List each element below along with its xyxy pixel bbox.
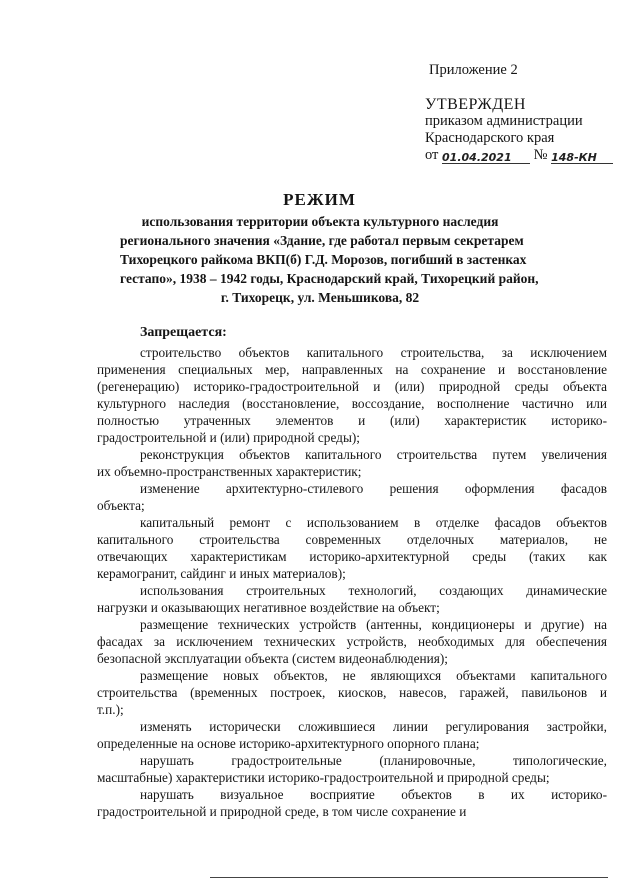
subtitle-line: Тихорецкого райкома ВКП(б) Г.Д. Морозов, погибший в застенках	[120, 252, 527, 267]
paragraph-line: капитальный ремонт с использованием в отделке фасадов объектов	[140, 515, 607, 530]
date-field	[442, 149, 530, 164]
paragraph-line: применения специальных мер, направленных на сохранение и восстановление	[97, 362, 607, 377]
paragraph-line: нарушать градостроительные (планировочные, типологические,	[140, 753, 607, 768]
number-value: 148-КН	[551, 151, 597, 164]
paragraph-line: изменять исторически сложившиеся линии регулирования застройки,	[140, 719, 607, 734]
paragraph-line: фасадах за исключением технических устройств, необходимых для обеспечения	[97, 634, 607, 649]
paragraph-line: масштабные) характеристики историко-градостроительной и природной среды;	[97, 770, 550, 785]
paragraph-line: размещение новых объектов, не являющихся объектами капитального	[140, 668, 607, 683]
paragraph	[97, 446, 607, 480]
paragraph-line: градостроительной и природной среде, в том числе сохранение и	[97, 804, 467, 819]
paragraph-line: отвечающих характеристикам историко-архитектурной среды (таких как	[97, 549, 607, 564]
number-field	[551, 149, 613, 164]
paragraph-line: нарушать визуальное восприятие объектов в их историко-	[140, 787, 607, 802]
paragraph-line: (регенерацию) историко-градостроительной и (или) природной среды объекта	[97, 379, 607, 394]
subtitle-line: использования территории объекта культурного наследия	[141, 214, 499, 229]
forbidden-heading: Запрещается:	[140, 325, 227, 340]
document-subtitle	[120, 212, 539, 307]
approval-line-2: Краснодарского края	[425, 130, 555, 146]
subtitle-line: г. Тихорецк, ул. Меньшикова, 82	[220, 290, 420, 305]
paragraph-line: определенные на основе историко-архитектурного опорного плана;	[97, 736, 480, 751]
number-prefix: №	[533, 147, 548, 163]
appendix-label: Приложение 2	[429, 62, 518, 78]
date-value: 01.04.2021	[442, 151, 512, 164]
paragraph-line: размещение технических устройств (антенны, кондиционеры и другие) на	[140, 617, 607, 632]
document-body	[97, 344, 607, 820]
paragraph-line: безопасной эксплуатации объекта (систем видеонаблюдения);	[97, 651, 449, 666]
paragraph	[97, 667, 607, 718]
paragraph-line: полностью утраченных элементов и (или) характеристик историко-	[97, 413, 607, 428]
paragraph	[97, 582, 607, 616]
paragraph-line: реконструкция объектов капитального строительства путем увеличения	[140, 447, 607, 462]
paragraph-line: их объемно-пространственных характеристик;	[97, 464, 362, 479]
paragraph-line: строительства (временных построек, киосков, навесов, гаражей, павильонов и	[97, 685, 607, 700]
subtitle-line: регионального значения «Здание, где работал первым секретарем	[120, 233, 524, 248]
paragraph	[97, 480, 607, 514]
paragraph-line: использования строительных технологий, создающих динамические	[140, 583, 607, 598]
paragraph	[97, 616, 607, 667]
paragraph-line: культурного наследия (восстановление, воссоздание, восполнение частично или	[97, 396, 607, 411]
paragraph	[97, 514, 607, 582]
paragraph-line: капитального строительства современных отделочных материалов, не	[97, 532, 607, 547]
paragraph-line: градостроительной и (или) природной среды);	[97, 430, 361, 445]
paragraph	[97, 752, 607, 786]
document-title: РЕЖИМ	[283, 190, 356, 209]
paragraph-line: т.п.);	[97, 702, 124, 717]
paragraph	[97, 718, 607, 752]
paragraph	[97, 344, 607, 446]
subtitle-line: гестапо», 1938 – 1942 годы, Краснодарский край, Тихорецкий район,	[120, 271, 539, 286]
paragraph-line: изменение архитектурно-стилевого решения оформления фасадов	[140, 481, 607, 496]
approval-line-1: приказом администрации	[425, 113, 583, 129]
approval-title: УТВЕРЖДЕН	[425, 96, 526, 113]
footer-rule	[210, 877, 608, 878]
approval-block	[425, 96, 613, 164]
paragraph-line: нагрузки и оказывающих негативное воздействие на объект;	[97, 600, 440, 615]
paragraph	[97, 786, 607, 820]
approval-date-number-row	[425, 147, 613, 164]
paragraph-line: керамогранит, сайдинг и иных материалов);	[97, 566, 346, 581]
paragraph-line: объекта;	[97, 498, 145, 513]
paragraph-line: строительство объектов капитального строительства, за исключением	[140, 345, 607, 360]
date-prefix: от	[425, 147, 439, 163]
